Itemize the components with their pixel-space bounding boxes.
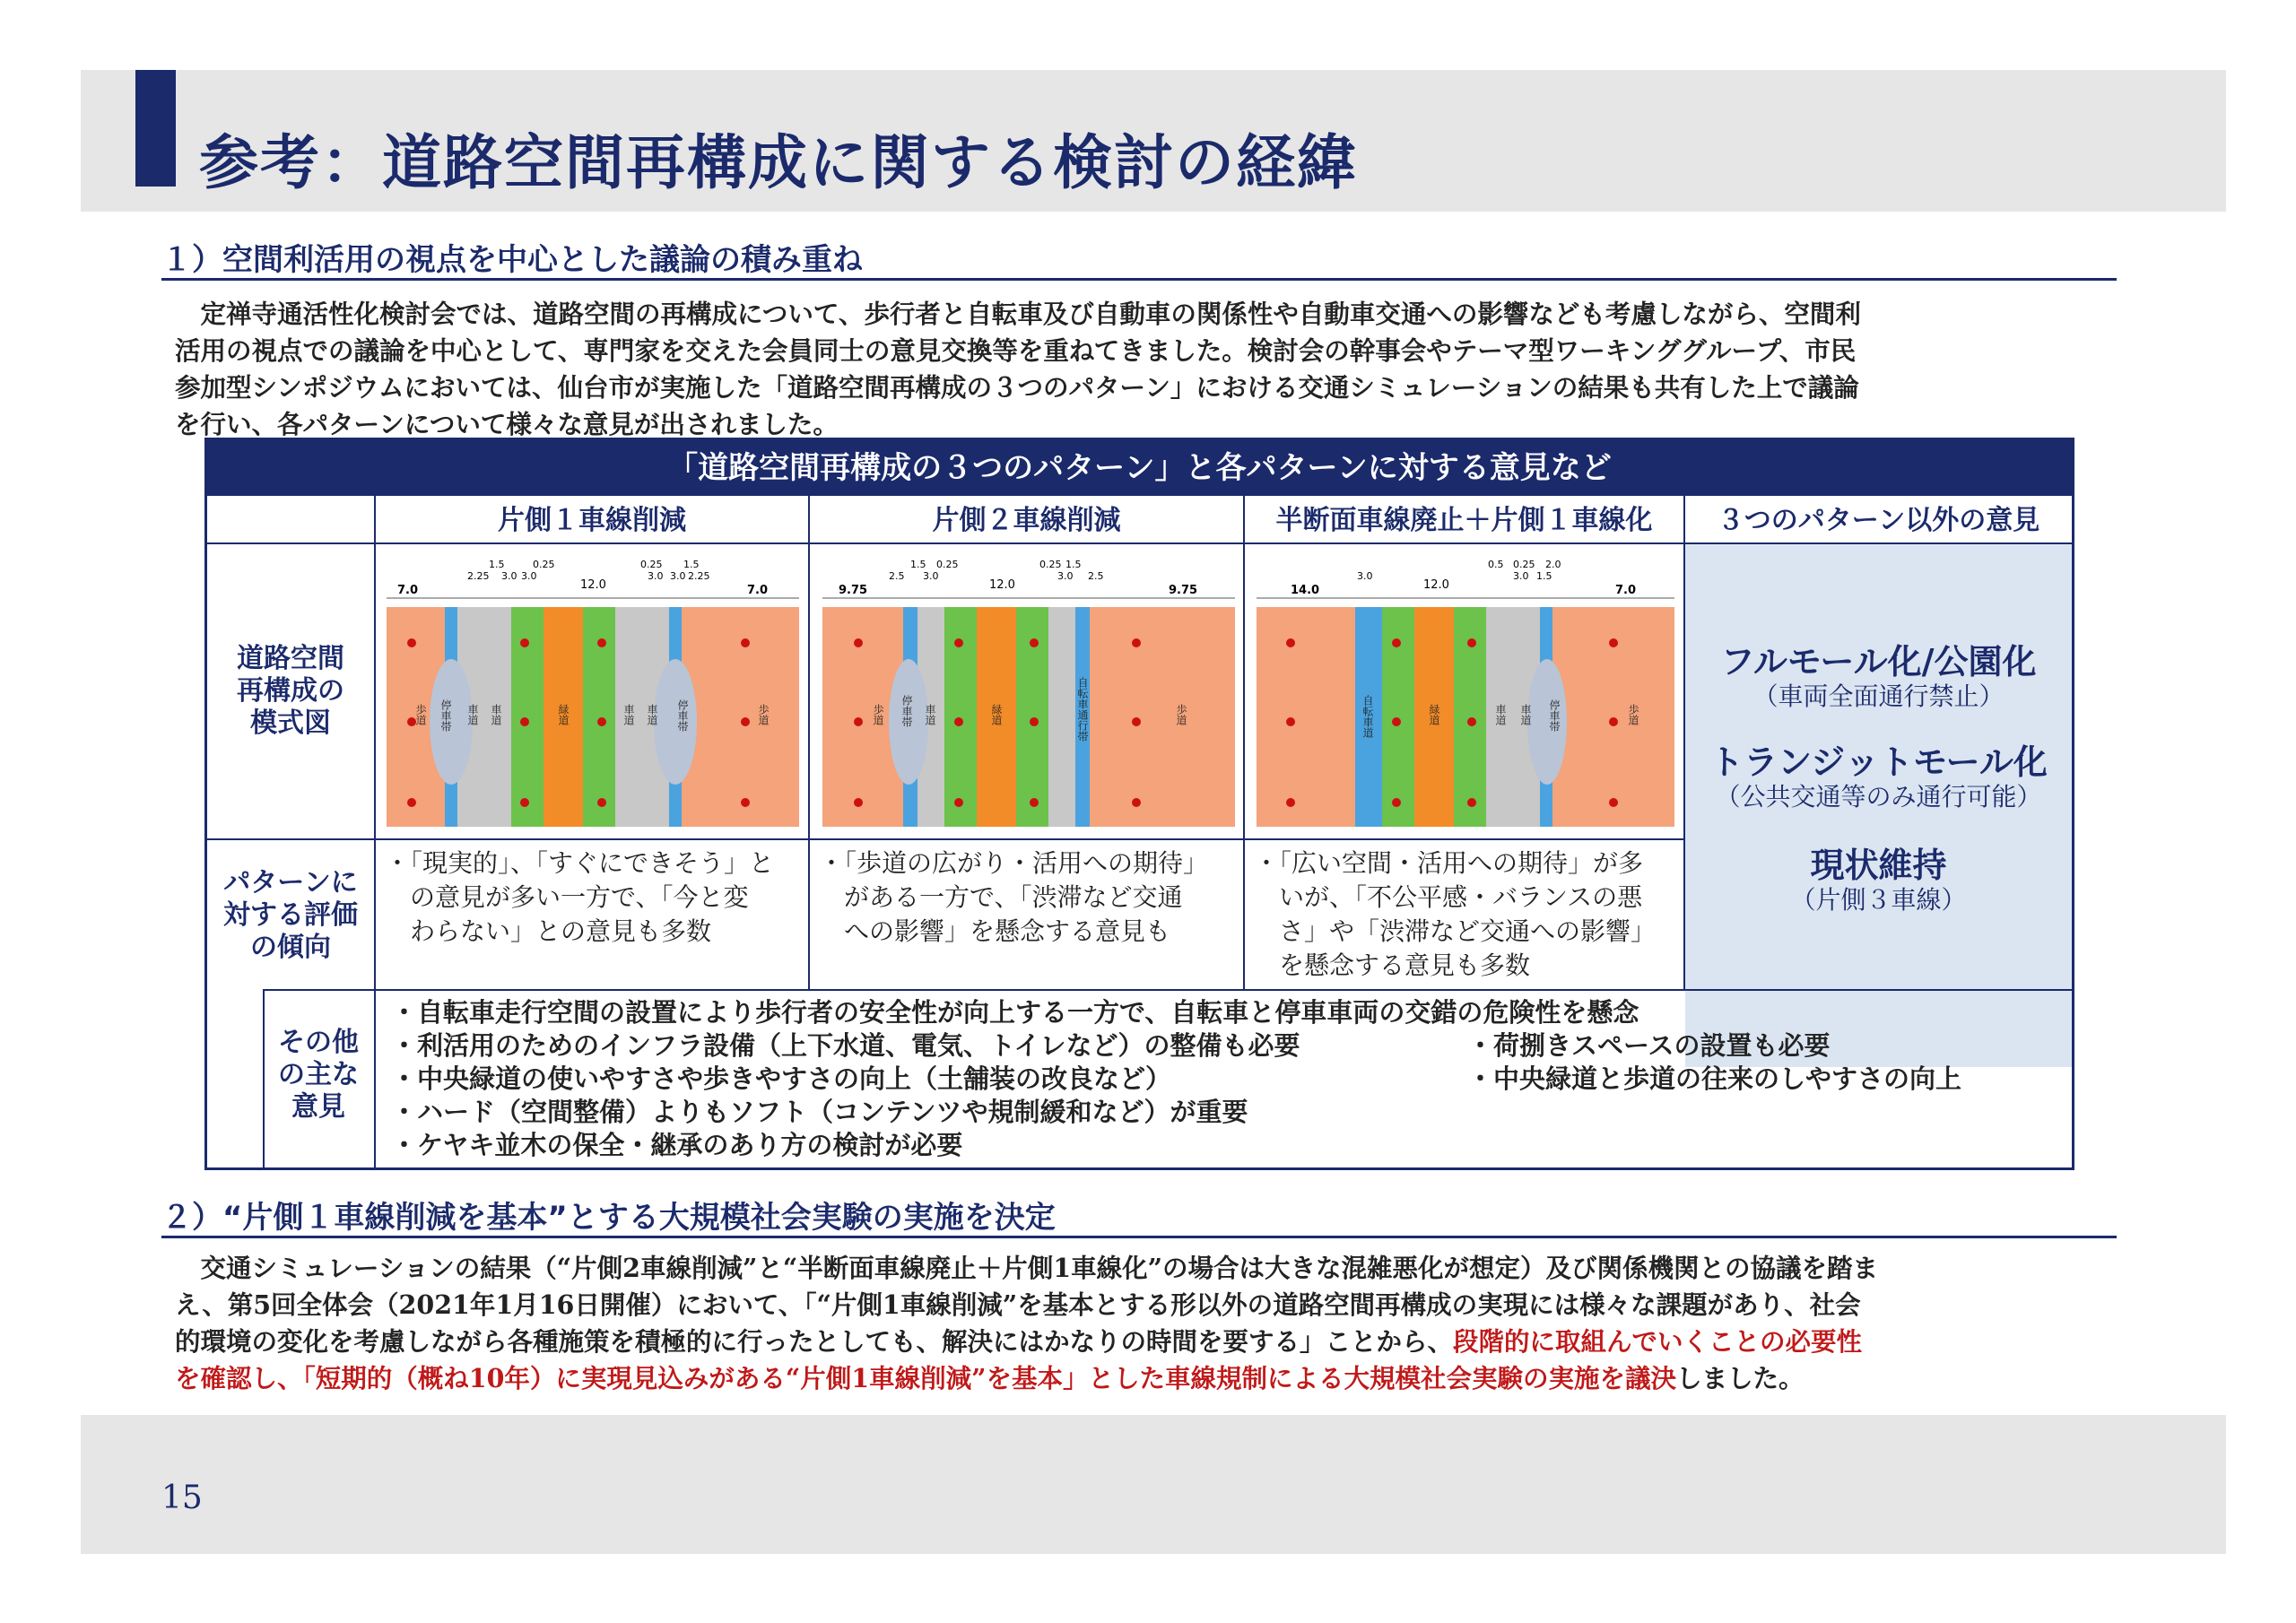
row-head-line: の傾向: [250, 932, 331, 963]
eval-line: わらない」との意見も多数: [385, 916, 712, 946]
section2-heading: ２）“片側１車線削減を基本”とする大規模社会実験の実施を決定: [161, 1200, 1056, 1236]
eval-line: さ」や「渋滞など交通への影響」: [1254, 916, 1657, 946]
other-opinion-sub: （片側３車線）: [1790, 885, 1967, 915]
section1-body: [175, 296, 2103, 443]
dim-label: 0.25: [1513, 559, 1535, 570]
lane-label: 停車帯: [1548, 699, 1561, 732]
misc-opinions-left: [391, 996, 1639, 1162]
section2-rule: [161, 1236, 2117, 1238]
lane-label: 停車帯: [439, 699, 452, 732]
misc-opinions-right: [1467, 1029, 1961, 1096]
eval-pattern-2: [819, 846, 1208, 949]
grid-line: [374, 989, 376, 1168]
lane-label: 車道: [466, 704, 479, 725]
dim-label: 0.25: [640, 559, 663, 570]
row-head-line: 模式図: [250, 707, 331, 739]
lane-label: 緑道: [1428, 704, 1440, 725]
dim-label: 3.0: [1513, 570, 1529, 582]
dims: [387, 559, 799, 598]
column-header: 片側１車線削減: [498, 505, 686, 536]
section2-line: [175, 1324, 2103, 1360]
lane-label: 停車帯: [676, 699, 689, 732]
section1-line: 定禅寺通活性化検討会では、道路空間の再構成について、歩行者と自転車及び自動車の関係性や自動車交通への影響なども考慮しながら、空間利: [175, 299, 1861, 329]
dim-label: 3.0: [923, 570, 939, 582]
eval-line: ・「広い空間・活用への期待」が多: [1254, 848, 1644, 878]
table-header: 「道路空間再構成の３つのパターン」と各パターンに対する意見など: [207, 440, 2072, 496]
page-title: 参考：道路空間再構成に関する検討の経緯: [199, 127, 1358, 197]
parking-bay: [654, 659, 697, 785]
misc-opinion: ・ハード（空間整備）よりもソフト（コンテンツや規制緩和など）が重要: [391, 1097, 1248, 1127]
dim-label: 1.5: [910, 559, 926, 570]
eval-line: を懸念する意見も多数: [1254, 950, 1531, 980]
lane-label: 車道: [622, 704, 635, 725]
row-head-line: 対する評価: [223, 899, 358, 931]
dim-label: 1.5: [489, 559, 505, 570]
dim-label: 1.5: [683, 559, 700, 570]
dim-label: 12.0: [1423, 578, 1449, 592]
section1-line: 活用の視点での議論を中心として、専門家を交えた会員同士の意見交換等を重ねてきました。検討会の幹事会やテーマ型ワーキンググループ、市民: [175, 335, 1857, 366]
row-head-misc: [263, 1027, 374, 1124]
section2-line: 交通シミュレーションの結果（“片側2車線削減”と“半断面車線廃止＋片側1車線化”の場合は大きな混雑悪化が想定）及び関係機関との協議を踏ま: [175, 1253, 1879, 1283]
lane-label: 自転車道: [1361, 695, 1374, 738]
row-head-eval: [207, 867, 374, 964]
row-head-diagram: [207, 643, 374, 740]
row-head-line: その他: [278, 1027, 359, 1058]
eval-pattern-1: [385, 846, 774, 949]
lane-label: 車道: [1519, 704, 1532, 725]
dim-label: 2.0: [1545, 559, 1561, 570]
dim-label: 2.25: [688, 570, 710, 582]
eval-line: への影響」を懸念する意見も: [819, 916, 1171, 946]
section1-line: 参加型シンポジウムにおいては、仙台市が実施した「道路空間再構成の３つのパターン」における交通シミュレーションの結果も共有した上で議論: [175, 372, 1859, 403]
plain-text: しました。: [1676, 1363, 1805, 1393]
lane-label: 自転車通行帯: [1076, 677, 1089, 742]
dim-label: 9.75: [839, 584, 868, 597]
other-opinion-main: トランジットモール化: [1709, 742, 2048, 782]
lane-label: 緑道: [557, 704, 570, 725]
other-opinion-main: フルモール化/公園化: [1720, 642, 2037, 681]
grid-line: [1243, 496, 1245, 989]
misc-opinion: ・中央緑道と歩道の往来のしやすさの向上: [1467, 1063, 1962, 1094]
eval-pattern-3: [1254, 846, 1656, 983]
diagram-pattern-2: [822, 551, 1235, 831]
row-head-line: の主な: [278, 1059, 359, 1090]
plain-text: 的環境の変化を考慮しながら各種施策を積極的に行ったとしても、解決にはかなりの時間を要する」ことから、: [175, 1326, 1454, 1357]
section2-line: え、第5回全体会（2021年1月16日開催）において、「“片側1車線削減”を基本とする形以外の道路空間再構成の実現には様々な課題があり、社会: [175, 1289, 1861, 1320]
misc-opinion: ・荷捌きスペースの設置も必要: [1467, 1030, 1831, 1061]
dim-label: 3.0: [670, 570, 686, 582]
eval-line: の意見が多い一方で、「今と変: [385, 882, 749, 912]
row-head-line: 道路空間: [237, 643, 344, 674]
dims: [1257, 559, 1674, 598]
misc-opinion: ・中央緑道の使いやすさや歩きやすさの向上（土舗装の改良など）: [391, 1063, 1172, 1094]
title-accent-bar: [135, 70, 176, 187]
eval-line: いが、「不公平感・バランスの悪: [1254, 882, 1643, 912]
other-opinion-main: 現状維持: [1810, 846, 1947, 885]
dim-label: 9.75: [1169, 584, 1198, 597]
grid-line: [263, 989, 2072, 991]
lane-label: 車道: [490, 704, 502, 725]
dim-label: 14.0: [1291, 584, 1320, 597]
lane-label: 停車帯: [900, 695, 913, 727]
roadway: [1048, 607, 1075, 827]
dim-label: 3.0: [501, 570, 517, 582]
parking-bay: [1527, 659, 1567, 785]
lane-label: 車道: [646, 704, 658, 725]
lane-label: 歩道: [1627, 704, 1639, 725]
dim-label: 2.25: [467, 570, 490, 582]
column-header: 半断面車線廃止＋片側１車線化: [1275, 505, 1653, 536]
dim-label: 1.5: [1536, 570, 1552, 582]
misc-opinion: ・利活用のためのインフラ設備（上下水道、電気、トイレなど）の整備も必要: [391, 1030, 1300, 1061]
dim-label: 3.0: [648, 570, 664, 582]
dim-label: 7.0: [1615, 584, 1637, 597]
dim-label: 0.5: [1488, 559, 1504, 570]
section2-body: [175, 1250, 2103, 1397]
lane-label: 車道: [1494, 704, 1507, 725]
highlight-text: を確認し、「短期的（概ね10年）に実現見込みがある“片側1車線削減”を基本」とした車線規制による大規模社会実験の実施を議決: [175, 1363, 1677, 1393]
dim-label: 0.25: [1039, 559, 1062, 570]
dim-label: 3.0: [1057, 570, 1074, 582]
eval-line: がある一方で、「渋滞など交通: [819, 882, 1183, 912]
eval-line: ・「現実的」、「すぐにできそう」と: [385, 848, 775, 878]
other-opinion-sub: （公共交通等のみ通行可能）: [1715, 782, 2042, 812]
column-header: ３つのパターン以外の意見: [1717, 505, 2040, 536]
lane-label: 緑道: [990, 704, 1003, 725]
dim-label: 2.5: [889, 570, 905, 582]
dim-label: 3.0: [521, 570, 537, 582]
section2-line: [175, 1360, 2103, 1397]
dim-label: 12.0: [989, 578, 1015, 592]
grid-line: [808, 496, 810, 989]
patterns-table: [204, 438, 2074, 1170]
footer-band: [81, 1415, 2226, 1554]
misc-opinion: ・ケヤキ並木の保全・継承のあり方の検討が必要: [391, 1130, 963, 1160]
diagram-pattern-1: [387, 551, 799, 831]
grid-line: [207, 838, 1685, 840]
row-head-line: パターンに: [223, 867, 358, 898]
row-head-line: 再構成の: [237, 675, 344, 707]
grid-line: [374, 496, 376, 989]
section1-rule: [161, 278, 2117, 281]
misc-opinion: ・自転車走行空間の設置により歩行者の安全性が向上する一方で、自転車と停車車両の交錯の危険性を懸念: [391, 997, 1639, 1028]
diagram-pattern-3: [1257, 551, 1674, 831]
lane-label: 歩道: [1175, 704, 1187, 725]
dim-label: 12.0: [580, 578, 606, 592]
section1-heading: １）空間利活用の視点を中心とした議論の積み重ね: [161, 242, 863, 278]
dim-label: 2.5: [1088, 570, 1104, 582]
row-head-line: 意見: [291, 1091, 345, 1123]
dim-label: 3.0: [1357, 570, 1373, 582]
dim-label: 0.25: [936, 559, 959, 570]
lane-label: 歩道: [872, 704, 884, 725]
section1-line: を行い、各パターンについて様々な意見が出されました。: [175, 409, 839, 439]
other-opinion-sub: （車両全面通行禁止）: [1752, 681, 2005, 711]
page-number: 15: [161, 1480, 203, 1516]
dim-label: 1.5: [1065, 559, 1082, 570]
dims: [822, 559, 1235, 598]
dim-label: 0.25: [533, 559, 555, 570]
dim-label: 7.0: [397, 584, 419, 597]
dim-label: 7.0: [747, 584, 769, 597]
highlight-text: 段階的に取組んでいくことの必要性: [1453, 1326, 1863, 1357]
column-header: 片側２車線削減: [932, 505, 1121, 536]
grid-line: [1683, 496, 1685, 989]
lane-label: 車道: [924, 704, 936, 725]
eval-line: ・「歩道の広がり・活用への期待」: [819, 848, 1209, 878]
lane-label: 歩道: [757, 704, 770, 725]
lane-label: 歩道: [414, 704, 427, 725]
